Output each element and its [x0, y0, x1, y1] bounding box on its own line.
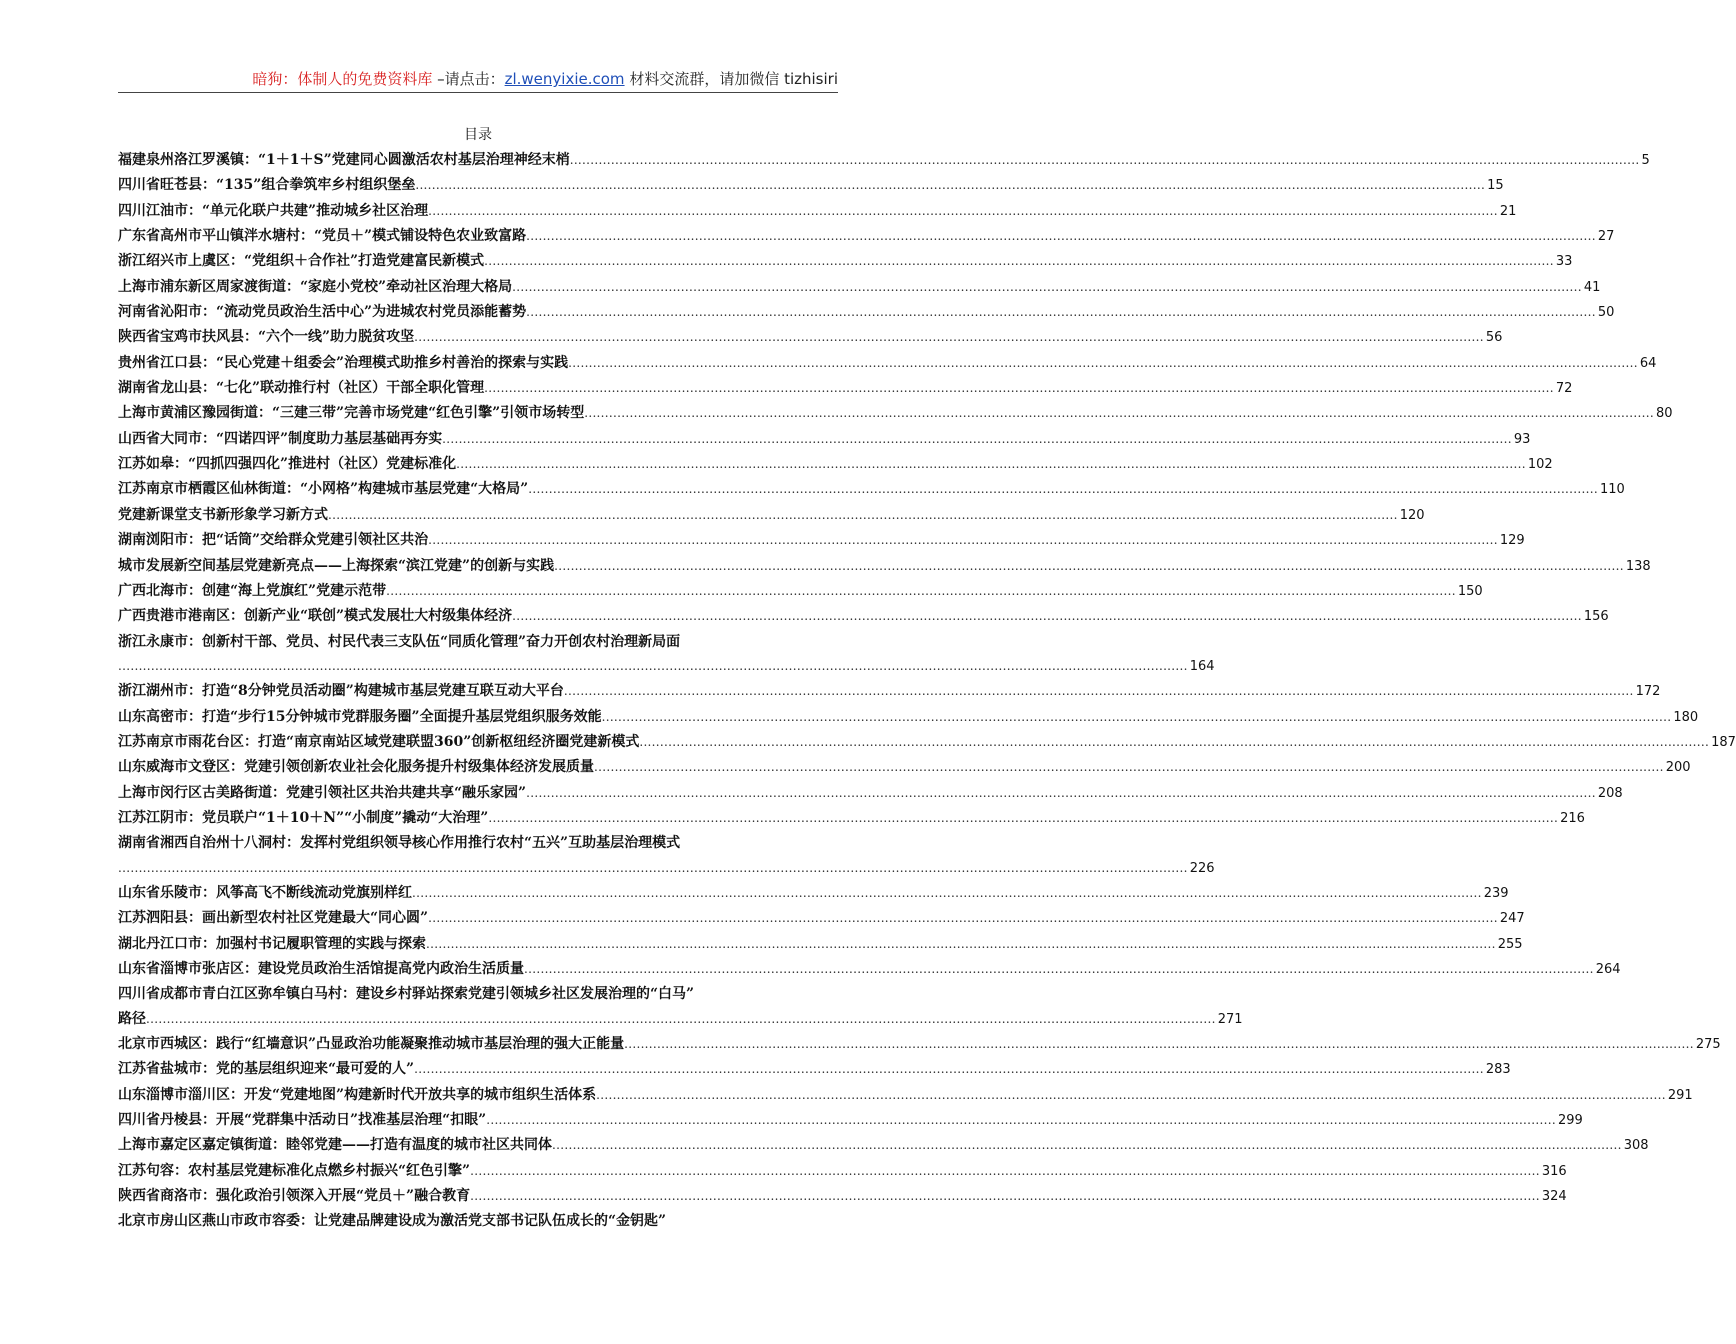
- toc-entry-page: 247: [1499, 911, 1525, 927]
- toc-entry-title: 陕西省宝鸡市扶风县：“六个一线”助力脱贫攻坚: [118, 329, 415, 346]
- toc-entry-title: 贵州省江口县：“民心党建＋组委会”治理模式助推乡村善治的探索与实践: [118, 354, 569, 371]
- toc-entry-page: 226: [1189, 860, 1215, 876]
- toc-entry-title: 浙江绍兴市上虞区：“党组织＋合作社”打造党建富民新模式: [118, 253, 485, 270]
- toc-entry-page: 156: [1583, 609, 1609, 625]
- toc-entry[interactable]: [118, 679, 1661, 704]
- toc-entry-page: 283: [1485, 1062, 1511, 1078]
- toc-entry-title: 山东省淄博市张店区：建设党员政治生活馆提高党内政治生活质量: [118, 961, 524, 977]
- toc-entry-title: 山西省大同市：“四诺四评”制度助力基层基础再夯实: [118, 430, 443, 447]
- toc-entry-page: 138: [1625, 558, 1651, 574]
- dot-leader: ....................................................................................................................................................................................................................................................................: [484, 254, 1554, 269]
- toc-entry[interactable]: [118, 831, 1215, 881]
- toc-entry[interactable]: [118, 148, 1650, 173]
- toc-entry[interactable]: [118, 275, 1601, 300]
- toc-entry-title: 广西北海市：创建“海上党旗红”党建示范带: [118, 582, 387, 599]
- toc-entry-title: 山东省乐陵市：风筝高飞不断线流动党旗别样红: [118, 884, 412, 901]
- toc-entry-page: 150: [1457, 583, 1483, 599]
- toc-entry-title: 江苏江阴市：党员联户“1＋10＋N”“小制度”撬动“大治理”: [118, 809, 489, 826]
- dot-leader: ....................................................................................................................................................................................................................................................................: [486, 1113, 1556, 1128]
- dot-leader: ....................................................................................................................................................................................................................................................................: [428, 911, 1498, 926]
- toc-entry-page: 239: [1483, 885, 1509, 901]
- dot-leader: ....................................................................................................................................................................................................................................................................: [484, 381, 1554, 396]
- toc-entry-title: 浙江湖州市：打造“8分钟党员活动圈”构建城市基层党建互联互动大平台: [118, 683, 564, 700]
- toc-entry[interactable]: [118, 1209, 838, 1233]
- toc-entry[interactable]: [118, 325, 1503, 350]
- toc-entry-page: 324: [1541, 1189, 1567, 1205]
- toc-entry-page: 164: [1189, 658, 1215, 674]
- dot-leader: ....................................................................................................................................................................................................................................................................: [118, 658, 1188, 673]
- dot-leader: ....................................................................................................................................................................................................................................................................: [428, 533, 1498, 548]
- toc-entry[interactable]: [118, 957, 1621, 982]
- toc-entry-title: 江苏如皋：“四抓四强四化”推进村（社区）党建标准化: [118, 456, 457, 473]
- dot-leader: ....................................................................................................................................................................................................................................................................: [442, 431, 1512, 446]
- toc-entry[interactable]: [118, 705, 1699, 730]
- dot-leader: ....................................................................................................................................................................................................................................................................: [526, 229, 1596, 244]
- header-banner: [118, 66, 838, 93]
- toc-entry-title: 湖南省湘西自治州十八洞村：发挥村党组织领导核心作用推行农村“五兴”互助基层治理模式: [118, 835, 681, 852]
- toc-entry-page: 80: [1655, 406, 1673, 422]
- toc-entry[interactable]: [118, 1159, 1567, 1184]
- dot-leader: ....................................................................................................................................................................................................................................................................: [488, 810, 1559, 825]
- toc-entry-title: 江苏句容：农村基层党建标准化点燃乡村振兴“红色引擎”: [118, 1162, 471, 1179]
- toc-entry-title: 广东省高州市平山镇泮水塘村：“党员＋”模式铺设特色农业致富路: [118, 228, 527, 245]
- toc-entry-page: 50: [1597, 305, 1615, 321]
- dot-leader: ....................................................................................................................................................................................................................................................................: [412, 885, 1482, 900]
- toc-entry-title: 山东高密市：打造“步行15分钟城市党群服务圈”全面提升基层党组织服务效能: [118, 708, 602, 725]
- toc-entry-title-continued: 路径: [118, 1010, 146, 1027]
- dot-leader: ....................................................................................................................................................................................................................................................................: [601, 709, 1672, 724]
- table-of-contents: [118, 148, 1736, 1234]
- dot-leader: ....................................................................................................................................................................................................................................................................: [526, 785, 1596, 800]
- toc-entry-page: 64: [1639, 355, 1657, 371]
- toc-entry[interactable]: [118, 199, 1517, 224]
- toc-entry[interactable]: [118, 755, 1691, 780]
- toc-entry[interactable]: [118, 932, 1523, 957]
- toc-entry[interactable]: [118, 452, 1553, 477]
- dot-leader: ....................................................................................................................................................................................................................................................................: [428, 203, 1498, 218]
- toc-entry-page: 5: [1641, 153, 1650, 168]
- toc-entry-page: 316: [1541, 1163, 1567, 1179]
- toc-entry-title: 陕西省商洛市：强化政治引领深入开展“党员＋”融合教育: [118, 1188, 471, 1205]
- toc-entry-page: 72: [1555, 381, 1573, 397]
- toc-entry[interactable]: [118, 806, 1585, 831]
- toc-entry[interactable]: [118, 579, 1483, 604]
- header-prompt: –请点击：: [432, 70, 505, 88]
- toc-entry[interactable]: [118, 351, 1657, 376]
- dot-leader: ....................................................................................................................................................................................................................................................................: [415, 178, 1486, 193]
- toc-entry-page: 93: [1513, 431, 1531, 447]
- toc-entry-title: 上海市黄浦区豫园街道：“三建三带”完善市场党建“红色引擎”引领市场转型: [118, 405, 585, 422]
- dot-leader: ....................................................................................................................................................................................................................................................................: [526, 305, 1596, 320]
- toc-entry-page: 102: [1527, 457, 1553, 473]
- toc-entry-page: 299: [1557, 1113, 1583, 1129]
- toc-entry-title: 城市发展新空间基层党建新亮点——上海探索“滨江党建”的创新与实践: [118, 557, 555, 574]
- dot-leader: ....................................................................................................................................................................................................................................................................: [639, 734, 1710, 749]
- toc-entry-page: 56: [1485, 330, 1503, 346]
- toc-entry[interactable]: [118, 730, 1736, 755]
- toc-entry-page: 255: [1497, 936, 1523, 952]
- dot-leader: ....................................................................................................................................................................................................................................................................: [146, 1011, 1216, 1026]
- dot-leader: ....................................................................................................................................................................................................................................................................: [328, 507, 1398, 522]
- toc-entry[interactable]: [118, 477, 1625, 502]
- toc-entry-title: 江苏南京市雨花台区：打造“南京南站区域党建联盟360”创新枢纽经济圈党建新模式: [118, 733, 640, 750]
- dot-leader: ....................................................................................................................................................................................................................................................................: [552, 1138, 1622, 1153]
- toc-entry-title: 湖南省龙山县：“七化”联动推行村（社区）干部全职化管理: [118, 380, 485, 397]
- toc-entry-title: 四川省旺苍县：“135”组合拳筑牢乡村组织堡垒: [118, 177, 416, 194]
- toc-entry[interactable]: [118, 1184, 1567, 1209]
- dot-leader: ....................................................................................................................................................................................................................................................................: [426, 936, 1496, 951]
- toc-entry[interactable]: [118, 604, 1609, 629]
- dot-leader: ....................................................................................................................................................................................................................................................................: [563, 684, 1634, 699]
- toc-entry-title: 山东淄博市淄川区：开发“党建地图”构建新时代开放共享的城市组织生活体系: [118, 1086, 597, 1103]
- dot-leader: ....................................................................................................................................................................................................................................................................: [569, 153, 1640, 167]
- dot-leader: ....................................................................................................................................................................................................................................................................: [512, 609, 1582, 624]
- toc-entry-page: 120: [1399, 507, 1425, 523]
- toc-entry-title: 上海市闵行区古美路街道：党建引领社区共治共建共享“融乐家园”: [118, 784, 527, 801]
- dot-leader: ....................................................................................................................................................................................................................................................................: [554, 558, 1624, 573]
- dot-leader: ....................................................................................................................................................................................................................................................................: [386, 583, 1456, 598]
- header-site-name: 暗狗：体制人的免费资料库: [252, 70, 433, 88]
- toc-title: 目录: [464, 127, 492, 143]
- toc-entry[interactable]: [118, 427, 1531, 452]
- toc-entry-page: 187: [1711, 734, 1736, 750]
- dot-leader: ....................................................................................................................................................................................................................................................................: [414, 330, 1484, 345]
- toc-entry-title: 江苏南京市栖霞区仙林街道：“小网格”构建城市基层党建“大格局”: [118, 481, 529, 498]
- toc-entry-page: 180: [1673, 709, 1699, 725]
- toc-entry-page: 41: [1583, 279, 1601, 295]
- toc-entry[interactable]: [118, 528, 1525, 553]
- toc-entry-title: 四川江油市：“单元化联户共建”推动城乡社区治理: [118, 202, 429, 219]
- dot-leader: ....................................................................................................................................................................................................................................................................: [594, 760, 1664, 775]
- toc-entry-page: 172: [1635, 684, 1661, 700]
- toc-entry-page: 15: [1487, 178, 1504, 194]
- toc-entry-page: 208: [1597, 785, 1623, 801]
- toc-entry[interactable]: [118, 503, 1425, 528]
- dot-leader: ....................................................................................................................................................................................................................................................................: [470, 1163, 1540, 1178]
- toc-entry-page: 27: [1597, 229, 1615, 245]
- toc-entry-page: 110: [1599, 482, 1625, 498]
- dot-leader: ....................................................................................................................................................................................................................................................................: [568, 355, 1638, 370]
- toc-entry-title: 湖北丹江口市：加强村书记履职管理的实践与探索: [118, 935, 426, 952]
- toc-entry-title: 浙江永康市：创新村干部、党员、村民代表三支队伍“同质化管理”奋力开创农村治理新局面: [118, 633, 681, 650]
- toc-entry-page: 129: [1499, 533, 1525, 549]
- toc-entry[interactable]: [118, 300, 1615, 325]
- toc-entry-title: 北京市西城区：践行“红墙意识”凸显政治功能凝聚推动城市基层治理的强大正能量: [118, 1036, 625, 1053]
- toc-entry-page: 291: [1667, 1087, 1693, 1103]
- toc-entry[interactable]: [118, 906, 1525, 931]
- toc-entry-page: 33: [1555, 254, 1573, 270]
- toc-entry[interactable]: [118, 630, 1215, 680]
- dot-leader: ....................................................................................................................................................................................................................................................................: [596, 1087, 1666, 1102]
- toc-entry-title: 上海市浦东新区周家渡街道：“家庭小党校”牵动社区治理大格局: [118, 278, 513, 295]
- toc-entry-title: 四川省成都市青白江区弥牟镇白马村：建设乡村驿站探索党建引领城乡社区发展治理的“白马”: [118, 986, 695, 1003]
- toc-entry-title: 江苏泗阳县：画出新型农村社区党建最大“同心圆”: [118, 910, 429, 927]
- toc-entry[interactable]: [118, 781, 1623, 806]
- dot-leader: ....................................................................................................................................................................................................................................................................: [456, 457, 1526, 472]
- header-wechat-note: 材料交流群，请加微信 tizhisiri: [624, 70, 838, 88]
- toc-entry-page: 264: [1595, 962, 1621, 977]
- dot-leader: ....................................................................................................................................................................................................................................................................: [524, 962, 1594, 976]
- toc-entry-page: 200: [1665, 760, 1691, 776]
- toc-entry-title: 河南省沁阳市：“流动党员政治生活中心”为进城农村党员添能蓄势: [118, 304, 527, 321]
- dot-leader: ....................................................................................................................................................................................................................................................................: [118, 860, 1188, 875]
- toc-entry[interactable]: [118, 249, 1573, 274]
- toc-entry-title: 上海市嘉定区嘉定镇街道：睦邻党建——打造有温度的城市社区共同体: [118, 1137, 552, 1154]
- dot-leader: ....................................................................................................................................................................................................................................................................: [624, 1037, 1694, 1052]
- dot-leader: ....................................................................................................................................................................................................................................................................: [528, 482, 1598, 497]
- toc-entry-title: 江苏省盐城市：党的基层组织迎来“最可爱的人”: [118, 1061, 415, 1078]
- toc-entry-title: 北京市房山区燕山市政市容委：让党建品牌建设成为激活党支部书记队伍成长的“金钥匙”: [118, 1213, 667, 1230]
- toc-entry-title: 福建泉州洛江罗溪镇：“1＋1＋S”党建同心圆激活农村基层治理神经末梢: [118, 152, 570, 168]
- toc-entry-title: 四川省丹棱县：开展“党群集中活动日”找准基层治理“扣眼”: [118, 1112, 487, 1129]
- toc-entry-title: 广西贵港市港南区：创新产业“联创”模式发展壮大村级集体经济: [118, 608, 513, 625]
- toc-entry-title: 党建新课堂支书新形象学习新方式: [118, 506, 328, 523]
- toc-entry-page: 275: [1695, 1037, 1721, 1053]
- toc-entry[interactable]: [118, 982, 1243, 1032]
- toc-entry-title: 山东威海市文登区：党建引领创新农业社会化服务提升村级集体经济发展质量: [118, 759, 594, 776]
- toc-entry-page: 216: [1560, 810, 1585, 826]
- toc-entry[interactable]: [118, 554, 1651, 579]
- toc-entry[interactable]: [118, 1032, 1721, 1057]
- dot-leader: ....................................................................................................................................................................................................................................................................: [470, 1189, 1540, 1204]
- dot-leader: ....................................................................................................................................................................................................................................................................: [512, 279, 1582, 294]
- toc-entry[interactable]: [118, 881, 1509, 906]
- toc-entry[interactable]: [118, 376, 1573, 401]
- toc-entry[interactable]: [118, 224, 1615, 249]
- dot-leader: ....................................................................................................................................................................................................................................................................: [584, 406, 1654, 421]
- toc-entry[interactable]: [118, 1083, 1693, 1108]
- toc-entry-page: 271: [1217, 1011, 1243, 1027]
- toc-entry[interactable]: [118, 1057, 1511, 1082]
- toc-entry[interactable]: [118, 401, 1673, 426]
- toc-entry-page: 308: [1623, 1138, 1649, 1154]
- dot-leader: ....................................................................................................................................................................................................................................................................: [414, 1062, 1484, 1077]
- toc-entry[interactable]: [118, 1108, 1583, 1133]
- toc-entry[interactable]: [118, 173, 1504, 198]
- header-link[interactable]: zl.wenyixie.com: [504, 70, 625, 88]
- toc-entry-title: 湖南浏阳市：把“话筒”交给群众党建引领社区共治: [118, 532, 429, 549]
- toc-entry-page: 21: [1499, 203, 1517, 219]
- toc-entry[interactable]: [118, 1133, 1649, 1158]
